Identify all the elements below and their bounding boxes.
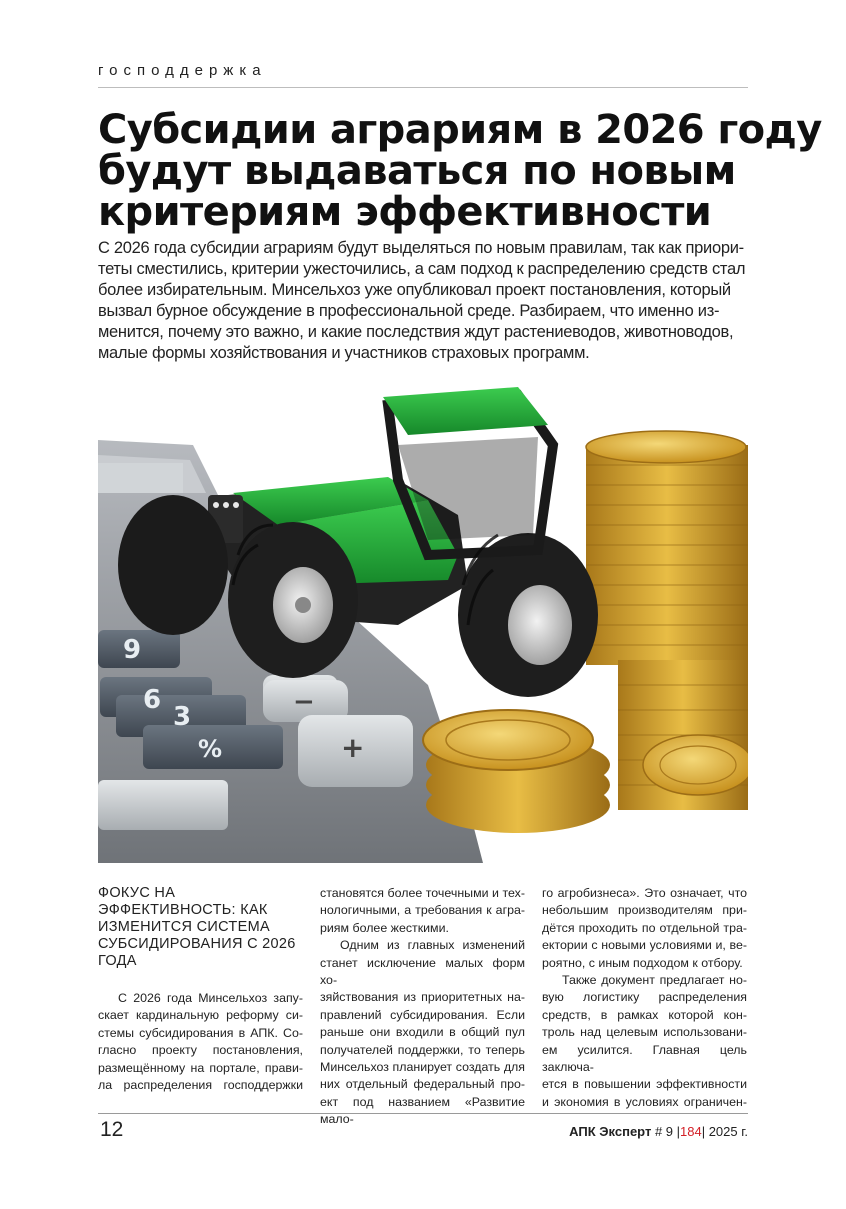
body-line: раньше они входили в общий пул [320,1025,525,1040]
footer-divider [98,1113,748,1114]
body-line: ект под названием «Развитие мало- [320,1094,525,1127]
key-9-label: 9 [123,635,142,665]
key-plus-label: + [341,731,365,764]
body-line: небольшим производителям при- [542,903,747,918]
body-line: ектории с новыми условиями и, ве- [542,938,747,953]
body-line: становятся более точечными и тех- [320,886,525,900]
subhead-line: ГОДА [98,953,137,969]
body-line: ется в повышении эффективности [542,1077,747,1092]
body-line: роятно, с иным подходом к отбору. [542,955,743,970]
article-title [98,107,822,235]
lead-line: менится, почему это важно, и какие последствия ждут растениеводов, животноводов, [98,323,734,341]
subhead-line: ЭФФЕКТИВНОСТЬ: КАК [98,902,268,918]
body-line: скает кардинальную реформу си- [98,1008,303,1023]
text-column-3 [542,885,747,1111]
body-line: го агробизнеса». Это означает, что [542,886,747,900]
magazine-name: АПК Эксперт [569,1124,652,1139]
body-line: ем усилится. Главная цель заключа- [542,1042,747,1075]
body-line: дётся проходить по отдельной тра- [542,920,747,935]
body-line: троль над целевым использовани- [542,1025,747,1040]
page-number: 12 [100,1118,124,1141]
text-column-1 [98,885,303,1094]
coin-stack [586,431,748,810]
body-line: Минсельхоз планирует создать для [320,1060,525,1075]
key-6-label: 6 [143,685,162,715]
section-subhead [98,885,303,970]
rubric-divider [98,87,748,88]
body-line: и экономия в условиях ограничен- [542,1094,747,1109]
body-line: риям более жесткими. [320,920,449,935]
subhead-line: СУБСИДИРОВАНИЯ С 2026 [98,936,296,952]
key-percent-label: % [198,735,223,763]
body-line: зяйствования из приоритетных на- [320,990,525,1005]
body-line: правлений субсидирования. Если [320,1007,525,1022]
title-line: Субсидии аграриям в 2026 году [98,107,822,153]
key-minus-label: − [293,687,315,717]
body-line: нологичными, а требования к агра- [320,903,525,918]
lead-line: более избирательным. Минсельхоз уже опубликовал проект постановления, который [98,281,731,299]
body-line: средств, в рамках которой кон- [542,1007,747,1022]
body-line: ла распределения господдержки [98,1078,303,1093]
hero-image [98,385,748,863]
body-line: гласно проекту постановления, [98,1043,303,1058]
body-line: размещённому на портале, прави- [98,1060,303,1075]
issue-prefix: # 9 | [654,1124,680,1139]
magazine-issue [569,1124,748,1139]
body-line: получателей поддержки, то теперь [320,1042,525,1057]
article-lead [98,238,748,364]
body-line: С 2026 года Минсельхоз запу- [118,991,303,1005]
lead-line: С 2026 года субсидии аграриям будут выделяться по новым правилам, так как приори- [98,239,744,257]
tractor-coins-calculator-illustration [98,385,748,863]
body-line: них отдельный федеральный про- [320,1077,525,1092]
body-line: вую логистику распределения [542,990,747,1005]
key-3-label: 3 [173,702,192,732]
body-line: Одним из главных изменений [340,938,525,953]
body-line: Также документ предлагает но- [562,973,747,988]
title-line: критериям эффективности [98,189,712,235]
lead-line: вызвал бурное обсуждение в профессиональной среде. Разбираем, что именно из- [98,302,720,320]
lead-line: малые формы хозяйствования и участников страховых программ. [98,344,590,362]
subhead-line: ИЗМЕНИТСЯ СИСТЕМА [98,919,270,935]
section-rubric: господдержка [98,62,267,79]
body-line: станет исключение малых форм хо- [320,955,525,988]
lead-line: теты сместились, критерии ужесточились, а сам подход к распределению средств стал [98,260,746,278]
subhead-line: ФОКУС НА [98,885,176,901]
body-line: стемы субсидирования в АПК. Со- [98,1025,303,1040]
text-column-2 [320,885,525,1129]
issue-total-number: 184 [680,1124,702,1139]
coin-pile [423,710,610,833]
title-line: будут выдаваться по новым [98,148,736,194]
issue-suffix: | 2025 г. [701,1124,748,1139]
